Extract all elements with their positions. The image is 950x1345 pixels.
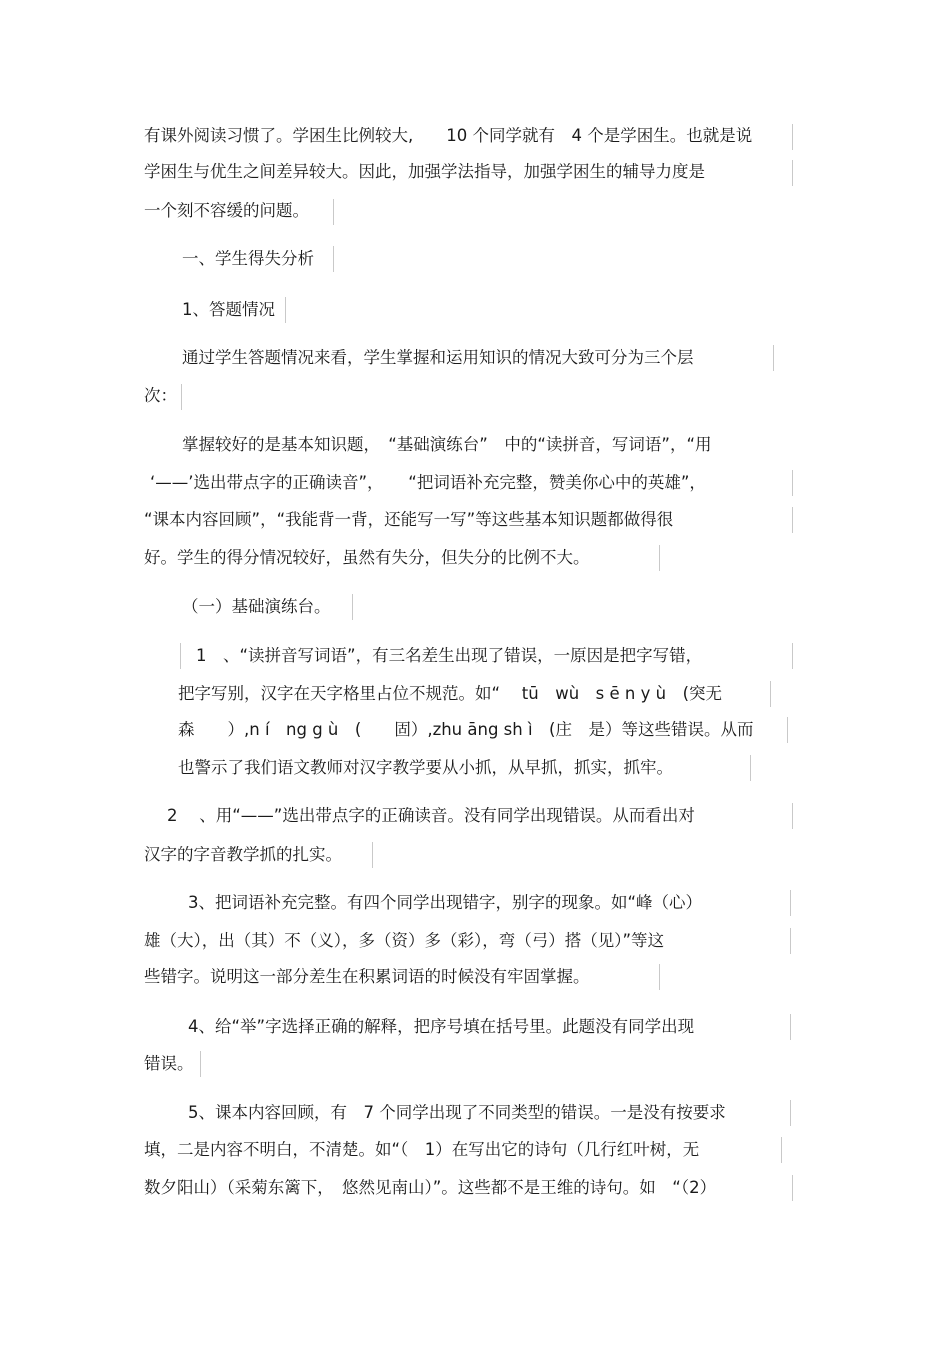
margin-marker <box>659 964 660 990</box>
margin-marker <box>180 643 181 669</box>
margin-marker <box>200 1051 201 1077</box>
margin-marker <box>790 928 791 954</box>
margin-marker <box>750 755 751 781</box>
text-line: 次： <box>144 386 177 405</box>
margin-marker <box>781 1137 782 1163</box>
text-line: 汉字的字音教学抓的扎实。 <box>144 845 342 864</box>
text-line: 2 、用“——”选出带点字的正确读音。没有同学出现错误。从而看出对 <box>167 806 695 825</box>
margin-marker <box>285 297 286 323</box>
text-line: 雄（大），出（其）不（义），多（资）多（彩），弯（弓）搭（见）”等这 <box>144 931 665 950</box>
margin-marker <box>792 470 793 496</box>
text-line: 些错字。说明这一部分差生在积累词语的时候没有牢固掌握。 <box>144 967 590 986</box>
text-line: 掌握较好的是基本知识题， “基础演练台” 中的“读拼音，写词语”，“用 <box>182 435 712 454</box>
text-line: 1 、“读拼音写词语”，有三名差生出现了错误，一原因是把字写错， <box>196 646 703 665</box>
margin-marker <box>792 1175 793 1201</box>
text-line: 好。学生的得分情况较好，虽然有失分，但失分的比例不大。 <box>144 548 590 567</box>
margin-marker <box>787 717 788 743</box>
margin-marker <box>792 160 793 186</box>
text-line: 错误。 <box>144 1054 194 1073</box>
text-line: 填，二是内容不明白，不清楚。如“（ 1）在写出它的诗句（几行红叶树，无 <box>144 1140 700 1159</box>
text-line: ‘——’选出带点字的正确读音”， “把词语补充完整，赞美你心中的英雄”， <box>150 473 706 492</box>
margin-marker <box>659 545 660 571</box>
margin-marker <box>372 842 373 868</box>
text-line: 数夕阳山）（采菊东篱下， 悠然见南山）”。这些都不是王维的诗句。如 “（2） <box>144 1178 717 1197</box>
margin-marker <box>773 345 774 371</box>
margin-marker <box>790 1014 791 1040</box>
text-line: 4、给“举”字选择正确的解释，把序号填在括号里。此题没有同学出现 <box>188 1017 695 1036</box>
text-line: 通过学生答题情况来看，学生掌握和运用知识的情况大致可分为三个层 <box>182 348 694 367</box>
margin-marker <box>352 594 353 620</box>
text-line: 5、课本内容回顾，有 7 个同学出现了不同类型的错误。一是没有按要求 <box>188 1103 726 1122</box>
margin-marker <box>792 124 793 150</box>
margin-marker <box>790 890 791 916</box>
text-line: 森 ）,n í ng g ù ( 固）,zhu āng sh ì (庄 是）等这些错误。从而 <box>178 720 754 739</box>
section-heading: 一、学生得失分析 <box>182 249 314 268</box>
section-heading: （一）基础演练台。 <box>182 597 331 616</box>
margin-marker <box>792 643 793 669</box>
margin-marker <box>792 507 793 533</box>
text-line: 有课外阅读习惯了。学困生比例较大, 10 个同学就有 4 个是学困生。也就是说 <box>144 126 753 145</box>
text-line: 3、把词语补充完整。有四个同学出现错字，别字的现象。如“峰（心） <box>188 893 703 912</box>
margin-marker <box>333 199 334 225</box>
margin-marker <box>792 803 793 829</box>
text-line: “课本内容回顾”，“我能背一背，还能写一写”等这些基本知识题都做得很 <box>144 510 674 529</box>
margin-marker <box>770 681 771 707</box>
text-line: 也警示了我们语文教师对汉字教学要从小抓，从早抓，抓实，抓牢。 <box>178 758 673 777</box>
text-line: 一个刻不容缓的问题。 <box>144 201 309 220</box>
text-line: 把字写别，汉字在天字格里占位不规范。如“ tū wù s ē n y ù (突无 <box>178 684 723 703</box>
subsection-heading: 1、答题情况 <box>182 300 275 319</box>
text-line: 学困生与优生之间差异较大。因此，加强学法指导，加强学困生的辅导力度是 <box>144 162 705 181</box>
margin-marker <box>333 246 334 272</box>
margin-marker <box>181 384 182 410</box>
margin-marker <box>790 1100 791 1126</box>
